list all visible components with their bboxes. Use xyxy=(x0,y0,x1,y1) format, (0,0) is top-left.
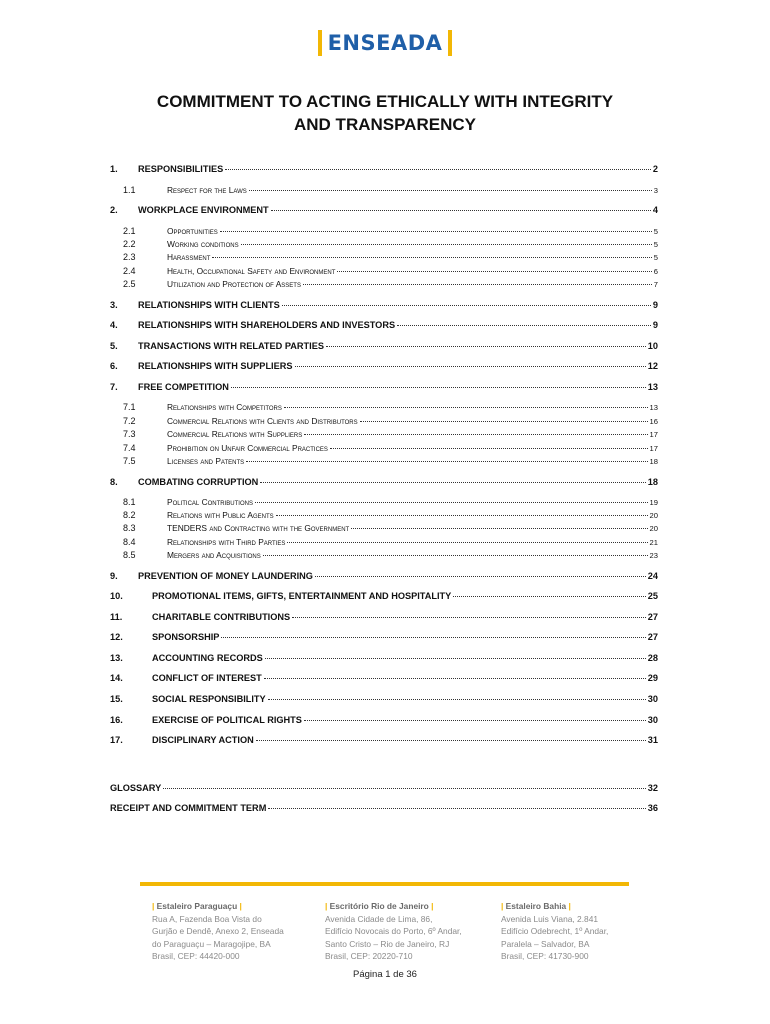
toc-entry-number: 6. xyxy=(110,361,118,371)
office-address-rio xyxy=(325,900,462,963)
toc-leader-dots xyxy=(330,448,648,449)
office-address-line: Avenida Cidade de Lima, 86, xyxy=(325,913,433,924)
toc-entry-number: 8.3 xyxy=(123,523,136,533)
toc-leader-dots xyxy=(337,271,651,272)
toc-entry-page: 17 xyxy=(649,444,658,453)
toc-entry-page: 27 xyxy=(647,612,658,622)
toc-entry[interactable] xyxy=(110,477,658,487)
toc-entry-number: 8. xyxy=(110,477,118,487)
toc-entry-number: 9. xyxy=(110,571,118,581)
toc-entry-number: 5. xyxy=(110,341,118,351)
toc-leader-dots xyxy=(315,576,646,577)
logo xyxy=(0,30,770,61)
toc-subentry[interactable] xyxy=(123,523,658,533)
office-address-line: Rua A, Fazenda Boa Vista do xyxy=(152,913,262,924)
toc-entry-number: 7.4 xyxy=(123,443,136,453)
toc-entry-number: 13. xyxy=(110,653,123,663)
toc-entry-page: 9 xyxy=(652,300,658,310)
toc-entry-label: ACCOUNTING RECORDS xyxy=(152,653,263,663)
toc-entry-number: 16. xyxy=(110,715,123,725)
toc-leader-dots xyxy=(265,658,646,659)
toc-entry-label: DISCIPLINARY ACTION xyxy=(152,735,254,745)
toc-entry-page: 29 xyxy=(647,673,658,683)
toc-entry-number: 12. xyxy=(110,632,123,642)
toc-subentry[interactable] xyxy=(123,266,658,276)
logo-bar-left xyxy=(318,30,322,56)
toc-leader-dots xyxy=(292,617,646,618)
office-address-line: Paralela – Salvador, BA xyxy=(501,938,590,949)
toc-entry-number: 17. xyxy=(110,735,123,745)
toc-entry-label: PREVENTION OF MONEY LAUNDERING xyxy=(138,571,313,581)
toc-entry-number: 4. xyxy=(110,320,118,330)
toc-subentry[interactable] xyxy=(123,226,658,236)
toc-entry[interactable] xyxy=(110,694,658,704)
toc-entry-page: 30 xyxy=(647,694,658,704)
toc-entry-page: 9 xyxy=(652,320,658,330)
toc-entry[interactable] xyxy=(110,612,658,622)
toc-entry-number: 7.3 xyxy=(123,429,136,439)
toc-entry-number: 7.5 xyxy=(123,456,136,466)
toc-entry-page: 19 xyxy=(649,498,658,507)
toc-entry-number: 8.1 xyxy=(123,497,136,507)
toc-subentry[interactable] xyxy=(123,537,658,547)
toc-entry-page: 21 xyxy=(649,538,658,547)
toc-entry-number: 2.2 xyxy=(123,239,136,249)
toc-entry-page: 25 xyxy=(647,591,658,601)
office-heading-text: Escritório Rio de Janeiro xyxy=(329,901,429,911)
toc-entry-label: Commercial Relations with Suppliers xyxy=(167,429,303,439)
toc-entry-label: COMBATING CORRUPTION xyxy=(138,477,259,487)
toc-leader-dots xyxy=(287,542,647,543)
toc-subentry[interactable] xyxy=(123,185,658,195)
toc-entry[interactable] xyxy=(110,803,658,813)
toc-entry-number: 8.5 xyxy=(123,550,136,560)
toc-entry-page: 7 xyxy=(653,280,658,289)
toc-subentry[interactable] xyxy=(123,429,658,439)
office-address-line: Brasil, CEP: 20220-710 xyxy=(325,951,413,961)
toc-entry-number: 7. xyxy=(110,382,118,392)
toc-entry-page: 4 xyxy=(652,205,658,215)
office-address-paraguacu xyxy=(152,900,284,963)
toc-subentry[interactable] xyxy=(123,402,658,412)
toc-entry[interactable] xyxy=(110,591,658,601)
toc-leader-dots xyxy=(295,366,646,367)
toc-entry-page: 28 xyxy=(647,653,658,663)
toc-leader-dots xyxy=(260,482,645,483)
toc-entry-label: Licenses and Patents xyxy=(167,456,245,466)
toc-leader-dots xyxy=(241,244,652,245)
toc-entry-number: 7.2 xyxy=(123,416,136,426)
toc-leader-dots xyxy=(268,699,646,700)
toc-entry-page: 30 xyxy=(647,715,658,725)
toc-entry-number: 7.1 xyxy=(123,402,136,412)
toc-leader-dots xyxy=(453,596,645,597)
office-address-bahia xyxy=(501,900,608,963)
toc-entry-page: 6 xyxy=(653,267,658,276)
toc-entry-number: 2.3 xyxy=(123,252,136,262)
toc-leader-dots xyxy=(397,325,651,326)
toc-entry-label: Relations with Public Agents xyxy=(167,510,274,520)
toc-entry-page: 5 xyxy=(653,253,658,262)
toc-entry-page: 31 xyxy=(647,735,658,745)
toc-leader-dots xyxy=(276,515,648,516)
toc-leader-dots xyxy=(326,346,646,347)
toc-entry-page: 32 xyxy=(647,783,658,793)
toc-leader-dots xyxy=(264,678,646,679)
logo-bar-right xyxy=(448,30,452,56)
toc-leader-dots xyxy=(255,502,648,503)
office-address-line: do Paraguaçu – Maragojipe, BA xyxy=(152,938,271,949)
toc-leader-dots xyxy=(231,387,646,388)
toc-entry-label: GLOSSARY xyxy=(110,783,162,793)
toc-leader-dots xyxy=(303,284,652,285)
toc-entry-label: RECEIPT AND COMMITMENT TERM xyxy=(110,803,267,813)
toc-entry-page: 12 xyxy=(647,361,658,371)
toc-entry[interactable] xyxy=(110,361,658,371)
office-address-line: Brasil, CEP: 41730-900 xyxy=(501,951,589,961)
footer-divider xyxy=(140,882,629,886)
toc-leader-dots xyxy=(256,740,646,741)
toc-entry-label: TENDERS and Contracting with the Government xyxy=(167,523,350,533)
toc-leader-dots xyxy=(249,190,652,191)
toc-entry-page: 5 xyxy=(653,240,658,249)
toc-entry-page: 18 xyxy=(649,457,658,466)
toc-entry-page: 18 xyxy=(647,477,658,487)
toc-entry-label: Harassment xyxy=(167,252,211,262)
toc-entry-page: 27 xyxy=(647,632,658,642)
toc-leader-dots xyxy=(220,231,652,232)
toc-entry-label: TRANSACTIONS WITH RELATED PARTIES xyxy=(138,341,324,351)
toc-leader-dots xyxy=(212,257,651,258)
toc-entry-number: 3. xyxy=(110,300,118,310)
toc-entry-label: Prohibition on Unfair Commercial Practices xyxy=(167,443,328,453)
toc-leader-dots xyxy=(263,555,648,556)
logo-text: ENSEADA xyxy=(327,31,443,55)
toc-entry-page: 23 xyxy=(649,551,658,560)
toc-entry[interactable] xyxy=(110,320,658,330)
toc-entry-label: SOCIAL RESPONSIBILITY xyxy=(152,694,266,704)
office-address-line: Brasil, CEP: 44420-000 xyxy=(152,951,240,961)
toc-subentry[interactable] xyxy=(123,252,658,262)
toc-subentry[interactable] xyxy=(123,510,658,520)
office-heading: | Estaleiro Paraguaçu | xyxy=(152,901,242,911)
toc-leader-dots xyxy=(246,461,647,462)
toc-subentry[interactable] xyxy=(123,456,658,466)
toc-entry-number: 8.4 xyxy=(123,537,136,547)
toc-entry-label: EXERCISE OF POLITICAL RIGHTS xyxy=(152,715,302,725)
toc-entry-label: PROMOTIONAL ITEMS, GIFTS, ENTERTAINMENT AND HOSPITALITY xyxy=(152,591,452,601)
toc-entry-number: 8.2 xyxy=(123,510,136,520)
office-address-line: Avenida Luis Viana, 2.841 xyxy=(501,913,599,924)
toc-leader-dots xyxy=(351,528,647,529)
toc-entry-number: 2.5 xyxy=(123,279,136,289)
toc-subentry[interactable] xyxy=(123,416,658,426)
toc-entry-page: 20 xyxy=(649,524,658,533)
toc-entry-label: Opportunities xyxy=(167,226,218,236)
office-address-line: Santo Cristo – Rio de Janeiro, RJ xyxy=(325,938,450,949)
toc-entry-number: 2.4 xyxy=(123,266,136,276)
toc-entry[interactable] xyxy=(110,715,658,725)
toc-subentry[interactable] xyxy=(123,443,658,453)
toc-entry[interactable] xyxy=(110,673,658,683)
toc-entry-label: Relationships with Competitors xyxy=(167,402,282,412)
office-address-line: Edifício Novocais do Porto, 6º Andar, xyxy=(325,926,462,936)
toc-entry-number: 11. xyxy=(110,612,123,622)
toc-leader-dots xyxy=(225,169,651,170)
title-line-2: AND TRANSPARENCY xyxy=(294,115,476,134)
toc-entry-label: FREE COMPETITION xyxy=(138,382,229,392)
toc-entry[interactable] xyxy=(110,653,658,663)
toc-entry-label: Political Contributions xyxy=(167,497,253,507)
toc-entry-label: CONFLICT OF INTEREST xyxy=(152,673,262,683)
toc-leader-dots xyxy=(304,434,647,435)
toc-leader-dots xyxy=(221,637,645,638)
page-number: Página 1 de 36 xyxy=(353,969,417,980)
toc-entry-number: 1.1 xyxy=(123,185,136,195)
toc-subentry[interactable] xyxy=(123,279,658,289)
toc-leader-dots xyxy=(268,808,645,809)
toc-entry-page: 24 xyxy=(647,571,658,581)
toc-entry-label: Health, Occupational Safety and Environment xyxy=(167,266,336,276)
document-title xyxy=(100,90,670,136)
toc-subentry[interactable] xyxy=(123,239,658,249)
office-address-line: Edifício Odebrecht, 1º Andar, xyxy=(501,926,609,936)
toc-entry-number: 14. xyxy=(110,673,123,683)
office-heading: | Estaleiro Bahia | xyxy=(501,901,571,911)
toc-entry-number: 15. xyxy=(110,694,123,704)
office-heading-text: Estaleiro Paraguaçu xyxy=(156,901,238,911)
toc-entry-label: RELATIONSHIPS WITH SHAREHOLDERS AND INVESTORS xyxy=(138,320,396,330)
toc-entry-number: 2.1 xyxy=(123,226,136,236)
toc-entry-number: 2. xyxy=(110,205,118,215)
toc-entry-page: 20 xyxy=(649,511,658,520)
toc-entry[interactable] xyxy=(110,571,658,581)
toc-entry[interactable] xyxy=(110,632,658,642)
toc-entry-number: 10. xyxy=(110,591,123,601)
toc-entry-label: Working conditions xyxy=(167,239,239,249)
toc-entry-page: 10 xyxy=(647,341,658,351)
toc-entry[interactable] xyxy=(110,205,658,215)
toc-entry-label: RELATIONSHIPS WITH SUPPLIERS xyxy=(138,361,293,371)
toc-entry[interactable] xyxy=(110,300,658,310)
toc-entry[interactable] xyxy=(110,735,658,745)
toc-entry-page: 17 xyxy=(649,430,658,439)
office-address-line: Gurjão e Dendê, Anexo 2, Enseada xyxy=(152,926,284,936)
toc-entry-page: 13 xyxy=(649,403,658,412)
toc-leader-dots xyxy=(282,305,651,306)
toc-subentry[interactable] xyxy=(123,497,658,507)
toc-leader-dots xyxy=(304,720,646,721)
toc-entry-label: CHARITABLE CONTRIBUTIONS xyxy=(152,612,291,622)
toc-entry-page: 5 xyxy=(653,227,658,236)
toc-leader-dots xyxy=(271,210,651,211)
toc-entry-label: Respect for the Laws xyxy=(167,185,247,195)
toc-entry-page: 2 xyxy=(652,164,658,174)
toc-entry[interactable] xyxy=(110,164,658,174)
toc-entry-label: RELATIONSHIPS WITH CLIENTS xyxy=(138,300,280,310)
toc-entry-label: Utilization and Protection of Assets xyxy=(167,279,301,289)
office-heading: | Escritório Rio de Janeiro | xyxy=(325,901,434,911)
toc-entry-number: 1. xyxy=(110,164,118,174)
toc-entry-label: Commercial Relations with Clients and Distributors xyxy=(167,416,358,426)
toc-entry-label: WORKPLACE ENVIRONMENT xyxy=(138,205,269,215)
toc-entry-page: 13 xyxy=(647,382,658,392)
toc-leader-dots xyxy=(360,421,648,422)
toc-entry-label: RESPONSIBILITIES xyxy=(138,164,224,174)
toc-entry[interactable] xyxy=(110,382,658,392)
toc-entry-label: Mergers and Acquisitions xyxy=(167,550,261,560)
toc-entry-page: 16 xyxy=(649,417,658,426)
toc-entry[interactable] xyxy=(110,341,658,351)
toc-entry-label: Relationships with Third Parties xyxy=(167,537,286,547)
toc-subentry[interactable] xyxy=(123,550,658,560)
toc-entry[interactable] xyxy=(110,783,658,793)
title-line-1: COMMITMENT TO ACTING ETHICALLY WITH INTEGRITY xyxy=(156,92,614,111)
office-heading-text: Estaleiro Bahia xyxy=(505,901,567,911)
toc-entry-label: SPONSORSHIP xyxy=(152,632,220,642)
toc-leader-dots xyxy=(163,788,646,789)
toc-entry-page: 36 xyxy=(647,803,658,813)
toc-entry-page: 3 xyxy=(653,186,658,195)
toc-leader-dots xyxy=(284,407,648,408)
